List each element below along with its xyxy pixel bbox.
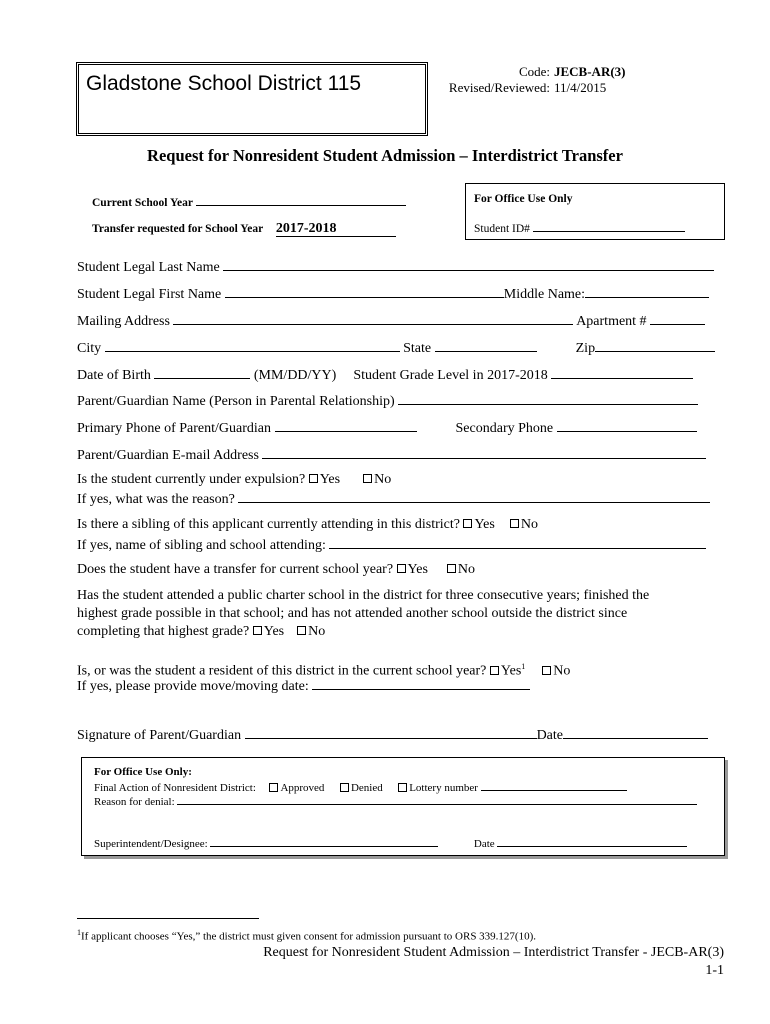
code-label: Code: bbox=[518, 64, 550, 79]
state-field[interactable] bbox=[435, 338, 537, 352]
last-name-label: Student Legal Last Name bbox=[77, 260, 220, 275]
charter-line-3-row bbox=[77, 623, 325, 640]
moving-date-label: If yes, please provide move/moving date: bbox=[77, 679, 309, 694]
first-name-label: Student Legal First Name bbox=[77, 287, 222, 302]
footnote bbox=[77, 928, 536, 943]
transfer-current-yes-checkbox[interactable] bbox=[397, 564, 406, 573]
student-id-field[interactable] bbox=[533, 221, 685, 232]
code-values bbox=[554, 64, 626, 96]
charter-line-3: completing that highest grade? bbox=[77, 624, 250, 639]
mailing-address-label: Mailing Address bbox=[77, 314, 170, 329]
guardian-name-field[interactable] bbox=[398, 391, 698, 405]
lottery-field[interactable] bbox=[481, 780, 627, 791]
superintendent-field[interactable] bbox=[210, 836, 438, 847]
transfer-current-yes-label: Yes bbox=[407, 562, 428, 577]
resident-question: Is, or was the student a resident of this district in the current school year? bbox=[77, 663, 487, 679]
footnote-text: If applicant chooses “Yes,” the district must given consent for admission pursuant to ORS 339.127(10). bbox=[81, 930, 537, 943]
office-final-title: For Office Use Only: bbox=[94, 766, 192, 778]
office-use-top-title: For Office Use Only bbox=[474, 193, 573, 205]
guardian-name-row bbox=[77, 391, 698, 410]
sibling-no-checkbox[interactable] bbox=[510, 519, 519, 528]
expulsion-yes-label: Yes bbox=[319, 472, 341, 487]
superintendent-row bbox=[94, 836, 687, 850]
office-use-top-box bbox=[465, 183, 725, 240]
signature-label: Signature of Parent/Guardian bbox=[77, 728, 242, 743]
footer-title: Request for Nonresident Student Admission – Interdistrict Transfer - JECB-AR(3) bbox=[263, 945, 724, 960]
sibling-yes-checkbox[interactable] bbox=[463, 519, 472, 528]
dob-row bbox=[77, 365, 693, 384]
dob-format: (MM/DD/YY) bbox=[253, 368, 337, 383]
charter-no-label: No bbox=[308, 624, 326, 639]
transfer-current-no-label: No bbox=[457, 562, 476, 577]
resident-no-label: No bbox=[553, 663, 571, 679]
dob-label: Date of Birth bbox=[77, 368, 151, 383]
transfer-year-label: Transfer requested for School Year bbox=[92, 223, 263, 235]
city-field[interactable] bbox=[105, 338, 400, 352]
code-labels bbox=[432, 64, 550, 96]
current-school-year-row bbox=[92, 192, 406, 209]
resident-no-checkbox[interactable] bbox=[542, 666, 551, 675]
charter-no-checkbox[interactable] bbox=[297, 626, 306, 635]
primary-phone-field[interactable] bbox=[275, 418, 417, 432]
revised-value: 11/4/2015 bbox=[554, 80, 607, 95]
final-action-row bbox=[94, 780, 627, 794]
transfer-year-value: 2017-2018 bbox=[275, 221, 337, 236]
signature-date-label: Date bbox=[536, 728, 563, 743]
zip-field[interactable] bbox=[595, 338, 715, 352]
expulsion-row bbox=[77, 471, 391, 488]
lottery-checkbox[interactable] bbox=[398, 783, 407, 792]
secondary-phone-label: Secondary Phone bbox=[455, 421, 554, 436]
charter-line-2: highest grade possible in that school; and has not attended another school outside the district since bbox=[77, 606, 628, 621]
superintendent-label: Superintendent/Designee: bbox=[94, 838, 208, 850]
moving-date-row bbox=[77, 676, 530, 695]
expulsion-yes-checkbox[interactable] bbox=[309, 474, 318, 483]
mailing-address-row bbox=[77, 311, 705, 330]
primary-phone-label: Primary Phone of Parent/Guardian bbox=[77, 421, 272, 436]
district-name: Gladstone School District 115 bbox=[86, 72, 362, 95]
current-school-year-field[interactable] bbox=[196, 192, 406, 206]
dob-field[interactable] bbox=[154, 365, 250, 379]
email-label: Parent/Guardian E-mail Address bbox=[77, 448, 259, 463]
office-date-field[interactable] bbox=[497, 836, 687, 847]
final-action-label: Final Action of Nonresident District: bbox=[94, 782, 256, 794]
sibling-name-row bbox=[77, 535, 706, 554]
guardian-name-label: Parent/Guardian Name (Person in Parental Relationship) bbox=[77, 394, 395, 409]
expulsion-reason-field[interactable] bbox=[238, 489, 710, 503]
secondary-phone-field[interactable] bbox=[557, 418, 697, 432]
transfer-year-field[interactable] bbox=[276, 221, 396, 237]
charter-yes-checkbox[interactable] bbox=[253, 626, 262, 635]
transfer-year-row bbox=[92, 221, 396, 237]
student-id-label: Student ID# bbox=[474, 223, 530, 235]
sibling-no-label: No bbox=[520, 517, 538, 532]
apartment-label: Apartment # bbox=[576, 314, 647, 329]
email-field[interactable] bbox=[262, 445, 706, 459]
sibling-name-field[interactable] bbox=[329, 535, 706, 549]
form-title: Request for Nonresident Student Admission – Interdistrict Transfer bbox=[147, 146, 623, 165]
transfer-current-question: Does the student have a transfer for current school year? bbox=[77, 562, 394, 577]
signature-field[interactable] bbox=[245, 725, 537, 739]
phone-row bbox=[77, 418, 697, 437]
footnote-marker: 1 bbox=[521, 662, 526, 671]
footer-page-number: 1-1 bbox=[705, 963, 724, 978]
sibling-question: Is there a sibling of this applicant currently attending in this district? bbox=[77, 517, 460, 532]
signature-row bbox=[77, 725, 708, 744]
denied-label: Denied bbox=[350, 782, 383, 794]
signature-date-field[interactable] bbox=[563, 725, 708, 739]
reason-label: Reason for denial: bbox=[94, 796, 175, 808]
sibling-name-label: If yes, name of sibling and school attending: bbox=[77, 538, 326, 553]
mailing-address-field[interactable] bbox=[173, 311, 573, 325]
grade-level-label: Student Grade Level in 2017-2018 bbox=[353, 368, 548, 383]
first-name-field[interactable] bbox=[225, 284, 504, 298]
reason-field[interactable] bbox=[177, 794, 697, 805]
student-id-row bbox=[474, 221, 685, 235]
page-footer bbox=[263, 944, 724, 980]
resident-yes-checkbox[interactable] bbox=[490, 666, 499, 675]
transfer-current-no-checkbox[interactable] bbox=[447, 564, 456, 573]
lottery-label: Lottery number bbox=[409, 782, 478, 794]
footnote-number: 1 bbox=[77, 928, 81, 937]
sibling-yes-label: Yes bbox=[474, 517, 495, 532]
middle-name-field[interactable] bbox=[585, 284, 709, 298]
office-date-label: Date bbox=[473, 838, 495, 850]
expulsion-question: Is the student currently under expulsion? bbox=[77, 472, 306, 487]
zip-label: Zip bbox=[575, 341, 596, 356]
reason-row bbox=[94, 794, 697, 808]
expulsion-no-checkbox[interactable] bbox=[363, 474, 372, 483]
denied-checkbox[interactable] bbox=[340, 783, 349, 792]
resident-yes-label: Yes bbox=[500, 663, 522, 679]
office-use-final-box bbox=[81, 757, 725, 856]
state-label: State bbox=[403, 341, 432, 356]
current-school-year-label: Current School Year bbox=[92, 197, 193, 209]
footnote-divider bbox=[77, 918, 259, 919]
code-value: JECB-AR(3) bbox=[554, 64, 626, 79]
last-name-row bbox=[77, 257, 714, 276]
email-row bbox=[77, 445, 706, 464]
expulsion-reason-label: If yes, what was the reason? bbox=[77, 492, 235, 507]
city-label: City bbox=[77, 341, 102, 356]
apartment-field[interactable] bbox=[650, 311, 705, 325]
last-name-field[interactable] bbox=[223, 257, 714, 271]
expulsion-reason-row bbox=[77, 489, 710, 508]
sibling-row bbox=[77, 516, 538, 533]
charter-yes-label: Yes bbox=[263, 624, 285, 639]
transfer-current-row bbox=[77, 561, 475, 578]
charter-line-1: Has the student attended a public charter school in the district for three consecutive years; finished the bbox=[77, 588, 650, 603]
middle-name-label: Middle Name: bbox=[503, 287, 586, 302]
approved-label: Approved bbox=[280, 782, 325, 794]
grade-level-field[interactable] bbox=[551, 365, 693, 379]
moving-date-field[interactable] bbox=[312, 676, 530, 690]
city-row bbox=[77, 338, 715, 357]
first-name-row bbox=[77, 284, 709, 303]
expulsion-no-label: No bbox=[374, 472, 392, 487]
revised-label: Revised/Reviewed: bbox=[448, 80, 550, 95]
approved-checkbox[interactable] bbox=[269, 783, 278, 792]
